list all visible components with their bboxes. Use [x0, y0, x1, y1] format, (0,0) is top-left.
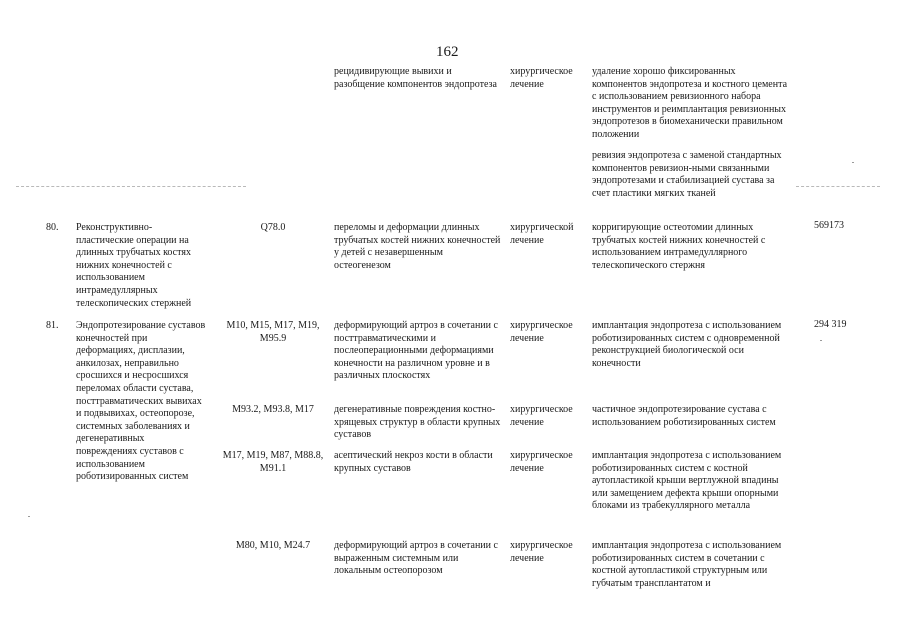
entry-diagnosis: деформирующий артроз в сочетании с посттравматическими и послеоперационными деформациями конечности на различном уровне и в различных плоскостях — [334, 320, 498, 382]
continuation-treatment-type: хирургическое лечение — [510, 66, 573, 90]
scan-noise-line-left — [16, 186, 246, 188]
entry-diagnosis: деформирующий артроз в сочетании с выраженным системным или локальным остеопорозом — [334, 540, 498, 577]
entry-treatment-type: хирургическое лечение — [510, 404, 573, 428]
entry-diagnosis: дегенеративные повреждения костно-хрящевых структур в области крупных суставов — [334, 404, 501, 441]
row-method: корригирующие остеотомии длинных трубчатых костей нижних конечностей с использованием интрамедуллярного телескопического стержня — [592, 222, 766, 271]
row-name: Эндопротезирование суставов конечностей при деформациях, дисплазии, анкилозах, неправильно сросшихся и несросшихся переломах области сустава, посттравматических вывихах и подвывихах, остеопорозе, системных заболеваниях и дегенеративных повреждениях суставов с использованием роботизированных систем — [76, 320, 206, 483]
entry-codes: M80, M10, M24.7 — [235, 540, 311, 551]
row-treatment-type: хирургической лечение — [510, 222, 574, 246]
entry-codes: M10, M15, M17, M19, M95.9 — [226, 320, 320, 344]
entry-method: имплантация эндопротеза с использованием роботизированных систем с костной аутопластикой крыши вертлужной впадины или замещением дефекта крыши опорными блоками из трабекуллярного металла — [592, 450, 782, 512]
entry-diagnosis: асептический некроз кости в области крупных суставов — [334, 450, 493, 474]
scan-speck — [28, 516, 30, 517]
continuation-diagnosis: рецидивирующие вывихи и разобщение компонентов эндопротеза — [334, 66, 497, 90]
continuation-method-2: ревизия эндопротеза с заменой стандартных компонентов ревизион-ными связанными эндопротезами и стабилизацией сустава за счет пластики мягких тканей — [592, 150, 782, 199]
entry-codes: M17, M19, M87, M88.8, M91.1 — [222, 450, 324, 474]
page-number: 162 — [436, 44, 459, 60]
row-diagnosis: переломы и деформации длинных трубчатых костей нижних конечностей у детей с незавершенным остеогенезом — [334, 222, 501, 271]
entry-method: имплантация эндопротеза с использованием роботизированных систем с одновременной реконструкцией биологической оси конечности — [592, 320, 782, 369]
row-cost: 294 319 — [814, 319, 847, 330]
scan-speck — [820, 340, 822, 341]
row-number: 81. — [46, 320, 59, 331]
entry-codes: M93.2, M93.8, M17 — [232, 404, 314, 415]
row-number: 80. — [46, 222, 59, 233]
entry-method: частичное эндопротезирование сустава с использованием роботизированных систем — [592, 404, 776, 428]
entry-treatment-type: хирургическое лечение — [510, 540, 573, 564]
scan-noise-line-right — [796, 186, 880, 188]
entry-method: имплантация эндопротеза с использованием роботизированных систем в сочетании с костной аутопластикой структурным или губчатым трансплантатом и — [592, 540, 782, 589]
row-cost: 569173 — [814, 220, 844, 231]
scan-speck — [852, 162, 854, 163]
entry-treatment-type: хирургическое лечение — [510, 450, 573, 474]
entry-treatment-type: хирургическое лечение — [510, 320, 573, 344]
row-codes: Q78.0 — [260, 222, 286, 233]
row-name: Реконструктивно-пластические операции на длинных трубчатых костях нижних конечностей с использованием интрамедуллярных телескопических стержней — [76, 222, 192, 309]
continuation-method-1: удаление хорошо фиксированных компонентов эндопротеза и костного цемента с использованием ревизионного набора инструментов и реимплантация ревизионных эндопротезов в биомеханически правильном положении — [592, 66, 788, 140]
